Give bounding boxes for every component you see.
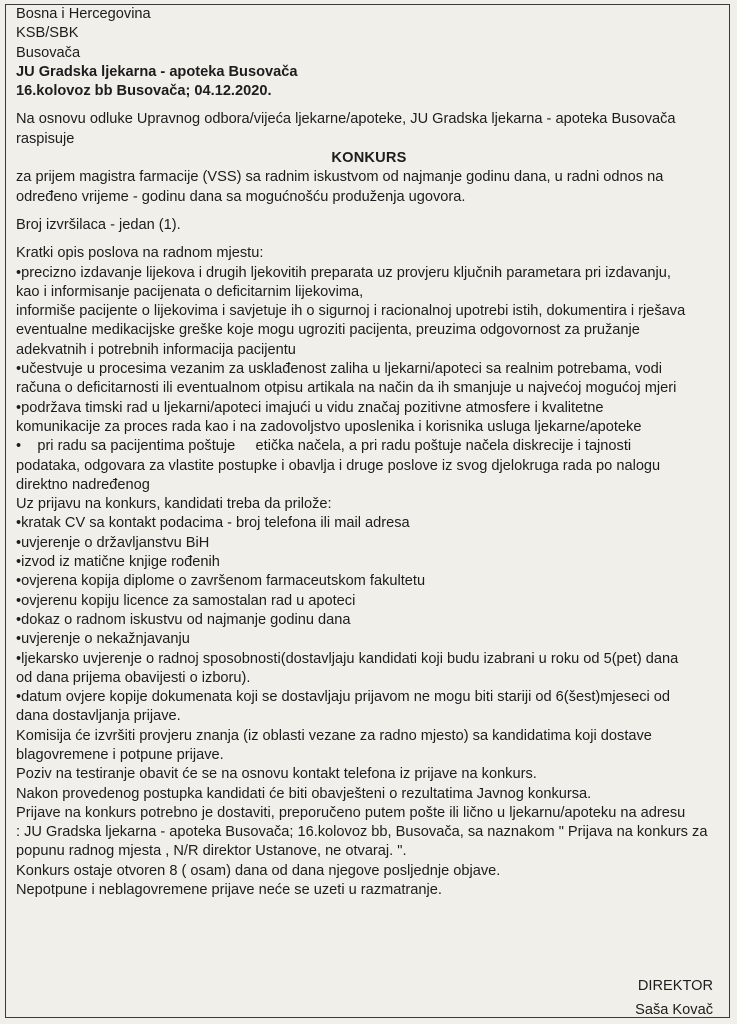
header-country: Bosna i Hercegovina xyxy=(16,6,151,22)
document-item: •kratak CV sa kontakt podacima - broj telefona ili mail adresa xyxy=(16,515,410,532)
header-address-date: 16.kolovoz bb Busovača; 04.12.2020. xyxy=(16,83,272,100)
duty-line: direktno nadređenog xyxy=(16,476,150,493)
closing-line: Nakon provedenog postupka kandidati će biti obavješteni o rezultatima Javnog konkursa. xyxy=(16,785,592,802)
document-item: •uvjerenje o državljanstvu BiH xyxy=(16,534,210,551)
document-item: od dana prijema obavijesti o izboru). xyxy=(16,669,251,686)
announcement-title: KONKURS xyxy=(331,150,407,167)
duties-list xyxy=(16,264,722,496)
closing-line: blagovremene i potpune prijave. xyxy=(16,746,224,763)
closing-line: Konkurs ostaje otvoren 8 ( osam) dana od dana njegove posljednje objave. xyxy=(16,862,501,879)
closing-line: popunu radnog mjesta , N/R direktor Ustanove, ne otvaraj. ". xyxy=(16,843,407,860)
announcement-body xyxy=(16,5,722,900)
header-canton: KSB/SBK xyxy=(16,25,79,42)
document-item: •dokaz o radnom iskustvu od najmanje godinu dana xyxy=(16,611,351,628)
duty-line: eventualne medikacijske greške koje mogu ugroziti pacijenta, preuzima odgovornost za pružanje xyxy=(16,322,640,339)
duty-line: računa o deficitarnosti ili eventualnom otpisu artikala na način da ih smanjuje u najvećoj mogućoj mjeri xyxy=(16,380,677,397)
duties-heading: Kratki opis poslova na radnom mjestu: xyxy=(16,245,264,262)
header-org-name: JU Gradska ljekarna - apoteka Busovača xyxy=(16,63,298,80)
purpose-line: za prijem magistra farmacije (VSS) sa radnim iskustvom od najmanje godinu dana, u radni odnos na xyxy=(16,169,664,186)
duty-line: podataka, odgovara za vlastite postupke i obavlja i druge poslove iz svog djelokruga rada po nalogu xyxy=(16,457,661,474)
duty-line: •učestvuje u procesima vezanim za usklađenost zaliha u ljekarni/apoteci sa realnim potrebama, vodi xyxy=(16,361,662,378)
document-item: •ljekarsko uvjerenje o radnoj sposobnosti(dostavljaju kandidati koji budu izabrani u roku od 5(pet) dana xyxy=(16,650,679,667)
documents-list xyxy=(16,514,722,726)
header-town: Busovača xyxy=(16,44,81,61)
closing-line: Prijave na konkurs potrebno je dostaviti, preporučeno putem pošte ili lično u ljekarnu/apoteku na adresu xyxy=(16,804,686,821)
intro-line: raspisuje xyxy=(16,130,75,147)
purpose-line: određeno vrijeme - godinu dana sa mogućnošću produženja ugovora. xyxy=(16,188,466,205)
duty-line: komunikacije za proces rada kao i na zadovoljstvo uposlenika i korisnika usluga ljekarne/apoteke xyxy=(16,418,642,435)
closing-line: Nepotpune i neblagovremene prijave neće se uzeti u razmatranje. xyxy=(16,882,442,899)
document-item: •ovjerenu kopiju licence za samostalan rad u apoteci xyxy=(16,592,356,609)
closing-line: Komisija će izvršiti provjeru znanja (iz oblasti vezane za radno mjesto) sa kandidatima koji dostave xyxy=(16,727,652,744)
duty-line: • pri radu sa pacijentima poštuje etička načela, a pri radu poštuje načela diskrecije i tajnosti xyxy=(16,438,632,455)
document-item: •ovjerena kopija diplome o završenom farmaceutskom fakultetu xyxy=(16,573,426,590)
duty-line: kao i informisanje pacijenata o deficitarnim lijekovima, xyxy=(16,283,364,300)
duty-line: informiše pacijente o lijekovima i savjetuje ih o sigurnoj i racionalnoj upotrebi istih, dokumentira i rješava xyxy=(16,303,686,320)
document-item: •datum ovjere kopije dokumenata koji se dostavljaju prijavom ne mogu biti stariji od 6(šest)mjeseci od xyxy=(16,689,671,706)
intro-line: Na osnovu odluke Upravnog odbora/vijeća ljekarne/apoteke, JU Gradska ljekarna - apoteka Busovača xyxy=(16,111,676,128)
signature-block xyxy=(635,974,713,1022)
duty-line: adekvatnih i potrebnih informacija pacijentu xyxy=(16,341,296,358)
signature-name: Saša Kovač xyxy=(635,1002,713,1018)
duty-line: •podržava timski rad u ljekarni/apoteci imajući u vidu značaj pozitivne atmosfere i kvalitetne xyxy=(16,399,604,416)
closing-line: : JU Gradska ljekarna - apoteka Busovača; 16.kolovoz bb, Busovača, sa naznakom " Prijava na konkurs za xyxy=(16,824,708,841)
documents-heading: Uz prijavu na konkurs, kandidati treba da prilože: xyxy=(16,496,332,513)
document-item: •uvjerenje o nekažnjavanju xyxy=(16,631,190,648)
executors-count: Broj izvršilaca - jedan (1). xyxy=(16,216,181,233)
duty-line: •precizno izdavanje lijekova i drugih ljekovitih preparata uz provjeru ključnih parametara pri izdavanju, xyxy=(16,264,671,281)
closing-line: Poziv na testiranje obavit će se na osnovu kontakt telefona iz prijave na konkurs. xyxy=(16,766,537,783)
signature-role: DIREKTOR xyxy=(637,978,713,994)
closing-paragraphs xyxy=(16,727,722,901)
document-item: •izvod iz matične knjige rođenih xyxy=(16,554,220,571)
document-item: dana dostavljanja prijave. xyxy=(16,708,181,725)
